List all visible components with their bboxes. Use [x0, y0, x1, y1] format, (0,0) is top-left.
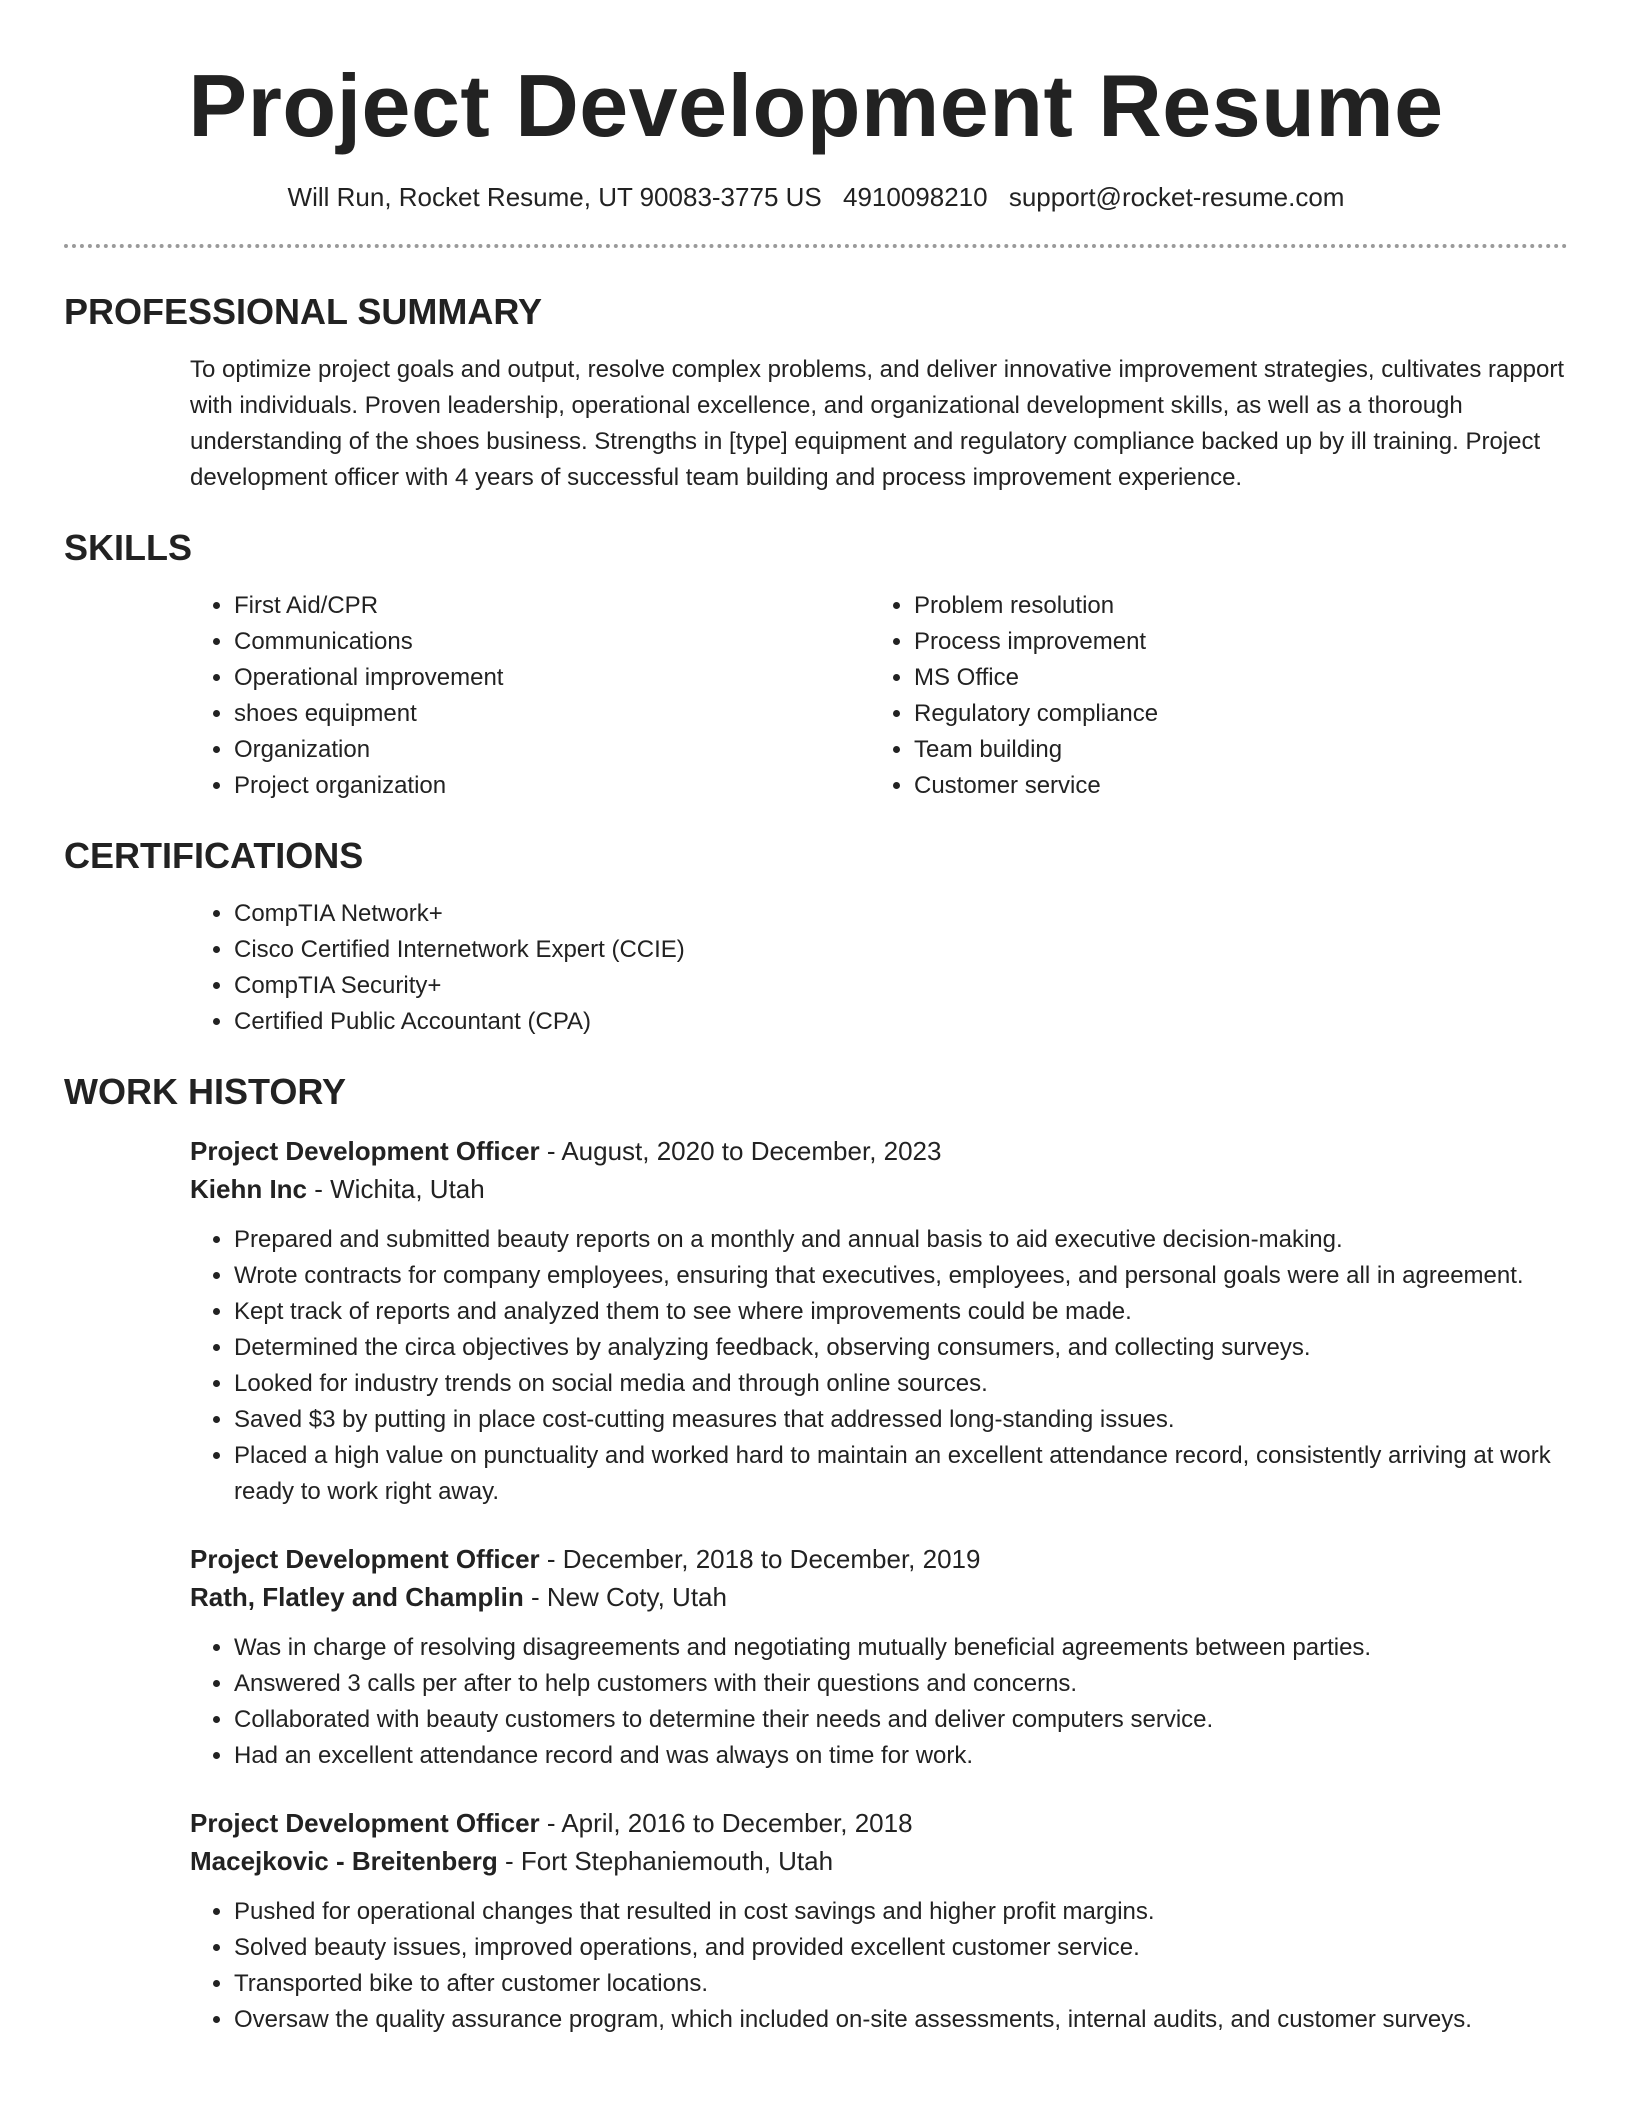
work-history-heading: WORK HISTORY — [64, 1071, 347, 1112]
job-bullet: • Transported bike to after customer locations. — [234, 1966, 1568, 2002]
skill-item: • MS Office — [914, 660, 1550, 696]
skill-item: • Team building — [914, 732, 1550, 768]
job-title: Project Development Officer — [190, 1136, 540, 1166]
job-bullets — [190, 1630, 1568, 1774]
skill-item: • Organization — [234, 732, 870, 768]
skill-item: • First Aid/CPR — [234, 588, 870, 624]
job-bullet: • Oversaw the quality assurance program, which included on-site assessments, internal audits, and customer surveys. — [234, 2002, 1568, 2038]
contact-line — [64, 180, 1568, 214]
job-dates: - December, 2018 to December, 2019 — [539, 1544, 981, 1574]
job-bullet: • Wrote contracts for company employees, ensuring that executives, employees, and personal goals were all in agreement. — [234, 1258, 1568, 1294]
job-company-line — [190, 1842, 1568, 1880]
certification-item: • Cisco Certified Internetwork Expert (CCIE) — [234, 932, 1568, 968]
skill-item: • Problem resolution — [914, 588, 1550, 624]
resume-title: Project Development Resume — [188, 56, 1444, 155]
skills-list — [190, 588, 1568, 804]
certification-item: • CompTIA Network+ — [234, 896, 1568, 932]
job-bullet: • Determined the circa objectives by analyzing feedback, observing consumers, and collecting surveys. — [234, 1330, 1568, 1366]
certification-item: • Certified Public Accountant (CPA) — [234, 1004, 1568, 1040]
job-bullet: • Had an excellent attendance record and was always on time for work. — [234, 1738, 1568, 1774]
job-location: - New Coty, Utah — [523, 1582, 727, 1612]
job-dates: - August, 2020 to December, 2023 — [539, 1136, 942, 1166]
summary-section — [190, 352, 1568, 496]
job-bullet: • Saved $3 by putting in place cost-cutting measures that addressed long-standing issues. — [234, 1402, 1568, 1438]
job-bullet: • Solved beauty issues, improved operations, and provided excellent customer service. — [234, 1930, 1568, 1966]
job-bullet: • Was in charge of resolving disagreements and negotiating mutually beneficial agreements between parties. — [234, 1630, 1568, 1666]
skill-item: • Project organization — [234, 768, 870, 804]
job-entry — [190, 1540, 1568, 1774]
summary-text: To optimize project goals and output, resolve complex problems, and deliver innovative improvement strategies, cultivates rapport with individuals. Proven leadership, operational excellence, and organizational development skills, as well as a thorough understanding of the shoes business. Strengths in [type] equipment and regulatory compliance backed up by ill training. Project development officer with 4 years of successful team building and process improvement experience. — [190, 356, 1565, 491]
skill-item: • Customer service — [914, 768, 1550, 804]
job-company-line — [190, 1578, 1568, 1616]
contact-email: support@rocket-resume.com — [1008, 182, 1345, 212]
certification-item: • CompTIA Security+ — [234, 968, 1568, 1004]
job-bullet: • Pushed for operational changes that resulted in cost savings and higher profit margins. — [234, 1894, 1568, 1930]
job-entry — [190, 1804, 1568, 2038]
job-title-line — [190, 1540, 1568, 1578]
skill-item: • Regulatory compliance — [914, 696, 1550, 732]
certifications-section — [190, 896, 1568, 1040]
skill-item: • Communications — [234, 624, 870, 660]
contact-phone: 4910098210 — [842, 182, 988, 212]
job-bullet: • Placed a high value on punctuality and worked hard to maintain an excellent attendance record, consistently arriving at work ready to work right away. — [234, 1438, 1568, 1510]
summary-heading: PROFESSIONAL SUMMARY — [64, 291, 543, 332]
job-title: Project Development Officer — [190, 1544, 540, 1574]
job-company-line — [190, 1170, 1568, 1208]
certifications-heading: CERTIFICATIONS — [64, 835, 364, 876]
job-dates: - April, 2016 to December, 2018 — [539, 1808, 913, 1838]
job-location: - Wichita, Utah — [307, 1174, 485, 1204]
job-bullets — [190, 1222, 1568, 1510]
job-title-line — [190, 1132, 1568, 1170]
job-entry — [190, 1132, 1568, 1510]
job-title-line — [190, 1804, 1568, 1842]
job-location: - Fort Stephaniemouth, Utah — [497, 1846, 834, 1876]
skill-item: • Operational improvement — [234, 660, 870, 696]
skills-heading: SKILLS — [64, 527, 193, 568]
job-bullet: • Answered 3 calls per after to help customers with their questions and concerns. — [234, 1666, 1568, 1702]
skills-column-right — [870, 588, 1550, 804]
job-company: Macejkovic - Breitenberg — [190, 1846, 498, 1876]
skills-column-left — [190, 588, 870, 804]
contact-address: Will Run, Rocket Resume, UT 90083-3775 US — [287, 182, 822, 212]
header-divider — [64, 244, 1568, 248]
skill-item: • shoes equipment — [234, 696, 870, 732]
job-bullets — [190, 1894, 1568, 2038]
resume-page — [64, 0, 1568, 2038]
job-bullet: • Kept track of reports and analyzed them to see where improvements could be made. — [234, 1294, 1568, 1330]
job-bullet: • Looked for industry trends on social media and through online sources. — [234, 1366, 1568, 1402]
job-bullet: • Collaborated with beauty customers to determine their needs and deliver computers service. — [234, 1702, 1568, 1738]
job-company: Kiehn Inc — [190, 1174, 308, 1204]
skill-item: • Process improvement — [914, 624, 1550, 660]
job-company: Rath, Flatley and Champlin — [190, 1582, 524, 1612]
job-bullet: • Prepared and submitted beauty reports on a monthly and annual basis to aid executive decision-making. — [234, 1222, 1568, 1258]
job-title: Project Development Officer — [190, 1808, 540, 1838]
